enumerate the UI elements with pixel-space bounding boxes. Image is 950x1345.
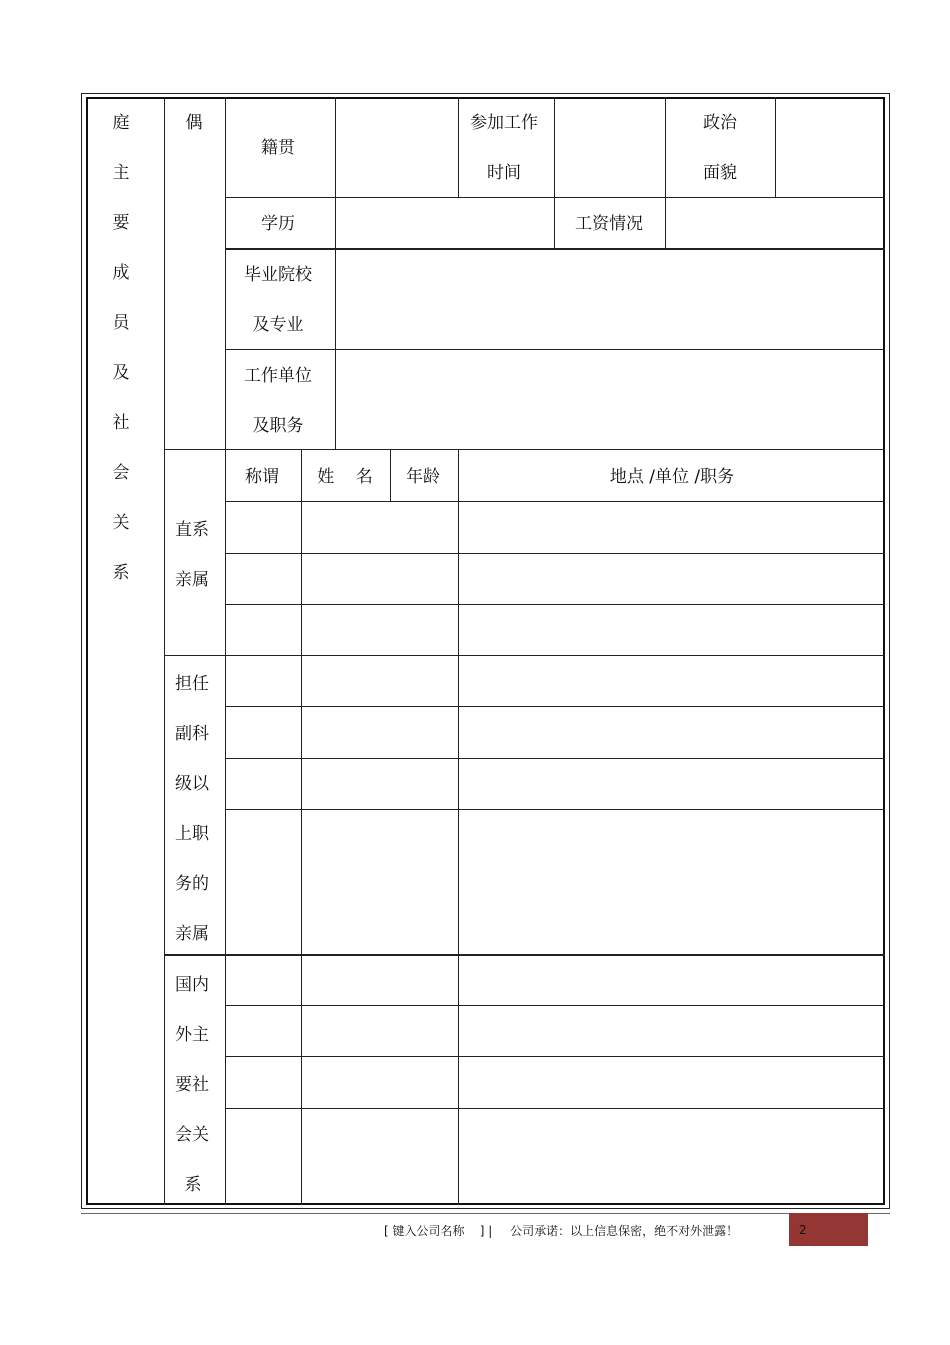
- row-line: [225, 604, 885, 605]
- row-line: [164, 449, 885, 450]
- work-unit-label: 工作单位: [244, 366, 312, 386]
- social-label: 系: [184, 1175, 202, 1195]
- header-place: 地点 /单位 /职务: [609, 467, 735, 487]
- join-work-label: 参加工作: [470, 113, 538, 133]
- left-column-char: 主: [112, 163, 130, 183]
- footer-company: [ 键入公司名称 ] |: [384, 1224, 493, 1238]
- left-column-char: 社: [112, 413, 130, 433]
- col-line: [665, 97, 666, 249]
- footer-rule: [81, 1213, 890, 1214]
- row-line: [225, 1108, 885, 1109]
- row-line: [225, 1056, 885, 1057]
- row-line: [225, 349, 885, 350]
- social-label: 要社: [175, 1075, 209, 1095]
- direct-relatives-label: 亲属: [175, 570, 209, 590]
- direct-relatives-label: 直系: [175, 520, 209, 540]
- join-work-label: 时间: [487, 163, 521, 183]
- jiguan-label: 籍贯: [261, 138, 295, 158]
- officials-label: 亲属: [175, 924, 209, 944]
- left-column-char: 关: [112, 513, 130, 533]
- work-unit-label: 及职务: [252, 416, 304, 436]
- page-number-box: [789, 1213, 868, 1246]
- row-line: [164, 954, 885, 956]
- spouse-label: 偶: [185, 113, 203, 133]
- row-line: [225, 248, 885, 250]
- social-label: 外主: [175, 1025, 209, 1045]
- left-column-char: 及: [112, 363, 130, 383]
- header-title: 称谓: [245, 467, 279, 487]
- officials-label: 务的: [175, 874, 209, 894]
- officials-label: 级以: [175, 774, 209, 794]
- social-label: 会关: [175, 1125, 209, 1145]
- col-line: [554, 97, 555, 249]
- col-line: [775, 97, 776, 198]
- left-column-char: 系: [112, 563, 130, 583]
- row-line: [225, 706, 885, 707]
- salary-label: 工资情况: [575, 214, 643, 234]
- row-line: [164, 655, 885, 656]
- col-line: [164, 97, 165, 1205]
- school-label: 毕业院校: [244, 265, 312, 285]
- col-line: [335, 97, 336, 450]
- education-label: 学历: [261, 214, 295, 234]
- left-column-char: 会: [112, 463, 130, 483]
- row-line: [225, 501, 885, 502]
- row-line: [225, 1005, 885, 1006]
- row-line: [225, 197, 885, 198]
- header-name: 姓 名: [317, 467, 373, 487]
- footer-text: [384, 1223, 738, 1239]
- officials-label: 上职: [175, 824, 209, 844]
- left-column-char: 成: [112, 263, 130, 283]
- politics-label: 面貌: [703, 163, 737, 183]
- left-column-char: 要: [112, 213, 130, 233]
- left-column-char: 庭: [112, 113, 130, 133]
- left-column-char: 员: [112, 313, 130, 333]
- row-line: [225, 553, 885, 554]
- page-number: 2: [799, 1223, 807, 1237]
- row-line: [225, 809, 885, 810]
- footer-promise: 公司承诺：以上信息保密，绝不对外泄露！: [510, 1224, 739, 1238]
- col-line: [390, 450, 391, 502]
- school-label: 及专业: [252, 315, 304, 335]
- col-line: [458, 97, 459, 198]
- officials-label: 副科: [175, 724, 209, 744]
- col-line: [458, 450, 459, 1205]
- header-age: 年龄: [406, 467, 440, 487]
- politics-label: 政治: [703, 113, 737, 133]
- row-line: [225, 758, 885, 759]
- col-line: [225, 97, 226, 1205]
- officials-label: 担任: [175, 674, 209, 694]
- social-label: 国内: [175, 975, 209, 995]
- col-line: [301, 450, 302, 1205]
